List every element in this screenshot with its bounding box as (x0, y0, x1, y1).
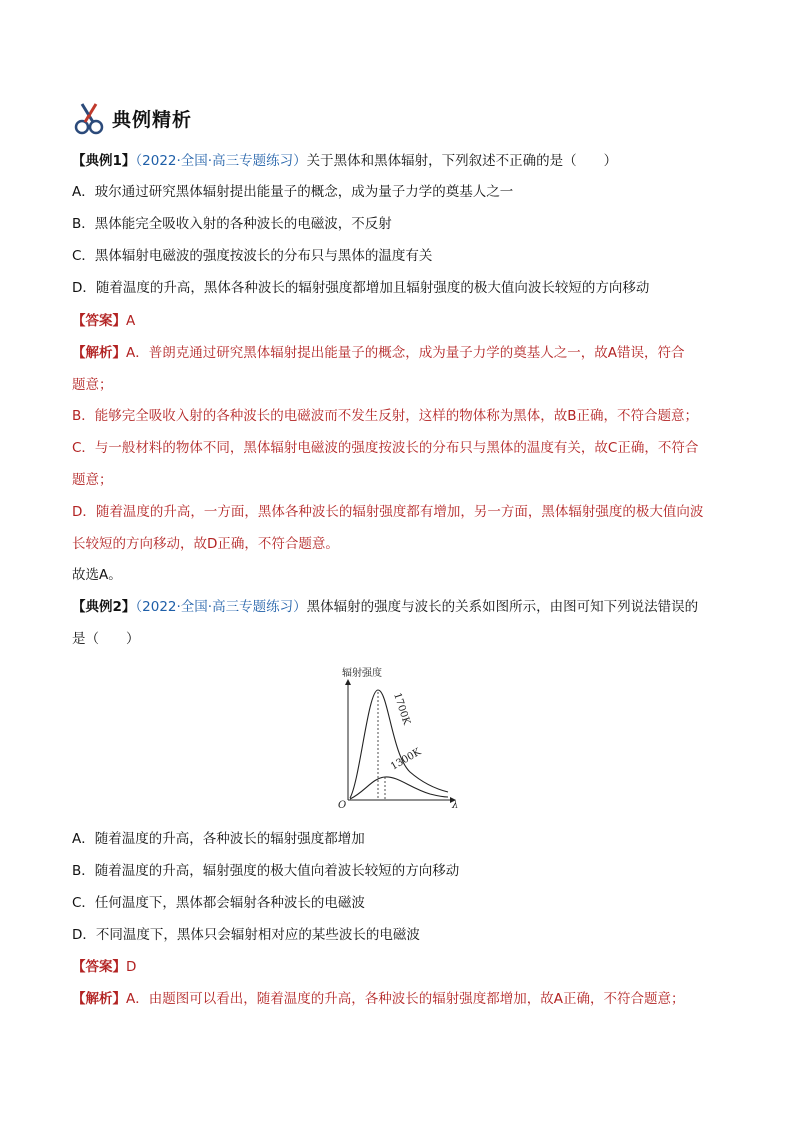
q2-analysis-text: A．由题图可以看出，随着温度的升高，各种波长的辐射强度都增加，故A正确，不符合题意； (126, 991, 685, 1007)
section-title: 典例精析 (112, 108, 193, 131)
q2-option-d: D．不同温度下，黑体只会辐射相对应的某些波长的电磁波 (72, 927, 420, 943)
q1-analysis-line-6: D．随着温度的升高，一方面，黑体各种波长的辐射强度都有增加，另一方面，黑体辐射强度的极大值向波 (72, 504, 704, 520)
q2-tag: 【典例2】 (72, 599, 136, 615)
q2-source: （2022·全国·高三专题练习） (135, 599, 307, 615)
label-1300k: 1300K (389, 746, 424, 773)
q2-answer: D (126, 959, 137, 975)
q1-analysis-line-3: B．能够完全吸收入射的各种波长的电磁波而不发生反射，这样的物体称为黑体，故B正确，不符合题意； (72, 408, 699, 424)
q1-option-c: C．黑体辐射电磁波的强度按波长的分布只与黑体的温度有关 (72, 248, 433, 264)
q2-stem-line-2: 是（ ） (72, 631, 140, 647)
q1-source: （2022·全国·高三专题练习） (135, 153, 307, 169)
q1-conclusion: 故选A。 (72, 567, 122, 583)
q2-analysis-label: 【解析】 (72, 991, 126, 1007)
q1-analysis-line-4: C．与一般材料的物体不同，黑体辐射电磁波的强度按波长的分布只与黑体的温度有关，故C正确，不符合 (72, 440, 699, 456)
q1-stem-line (72, 151, 617, 171)
q2-option-c: C．任何温度下，黑体都会辐射各种波长的电磁波 (72, 895, 365, 911)
curve-1300k (350, 777, 448, 799)
q1-stem: 关于黑体和黑体辐射，下列叙述不正确的是（ ） (306, 153, 618, 169)
label-1700k: 1700K (391, 691, 412, 727)
q1-answer-label: 【答案】 (72, 313, 126, 329)
q1-tag: 【典例1】 (72, 153, 136, 169)
q2-option-a: A．随着温度的升高，各种波长的辐射强度都增加 (72, 831, 365, 847)
section-header (72, 98, 192, 138)
q1-answer-line (72, 311, 135, 331)
q1-option-d: D．随着温度的升高，黑体各种波长的辐射强度都增加且辐射强度的极大值向波长较短的方向移动 (72, 280, 650, 296)
origin-label: O (338, 800, 347, 810)
q1-analysis-text: A．普朗克通过研究黑体辐射提出能量子的概念，成为量子力学的奠基人之一，故A错误，符合 (126, 345, 685, 361)
q2-stem-line-1 (72, 597, 698, 617)
q1-option-a: A．玻尔通过研究黑体辐射提出能量子的概念，成为量子力学的奠基人之一 (72, 184, 514, 200)
q2-option-b: B．随着温度的升高，辐射强度的极大值向着波长较短的方向移动 (72, 863, 460, 879)
q1-analysis-label: 【解析】 (72, 345, 126, 361)
q1-option-b: B．黑体能完全吸收入射的各种波长的电磁波，不反射 (72, 216, 392, 232)
x-axis-label: λ (452, 800, 459, 810)
q1-analysis-line-5: 题意； (72, 472, 113, 488)
blackbody-radiation-figure (330, 660, 480, 810)
q2-analysis-line-1 (72, 989, 684, 1009)
q2-answer-line (72, 957, 136, 977)
y-axis-label: 辐射强度 (342, 668, 382, 679)
q2-answer-label: 【答案】 (72, 959, 126, 975)
q2-stem: 黑体辐射的强度与波长的关系如图所示，由图可知下列说法错误的 (306, 599, 699, 615)
q1-analysis-line-7: 长较短的方向移动，故D正确，不符合题意。 (72, 536, 339, 552)
scissors-icon (72, 100, 108, 136)
q1-analysis-line-1 (72, 343, 684, 363)
q1-analysis-line-2: 题意； (72, 377, 113, 393)
q1-answer: A (126, 313, 136, 329)
